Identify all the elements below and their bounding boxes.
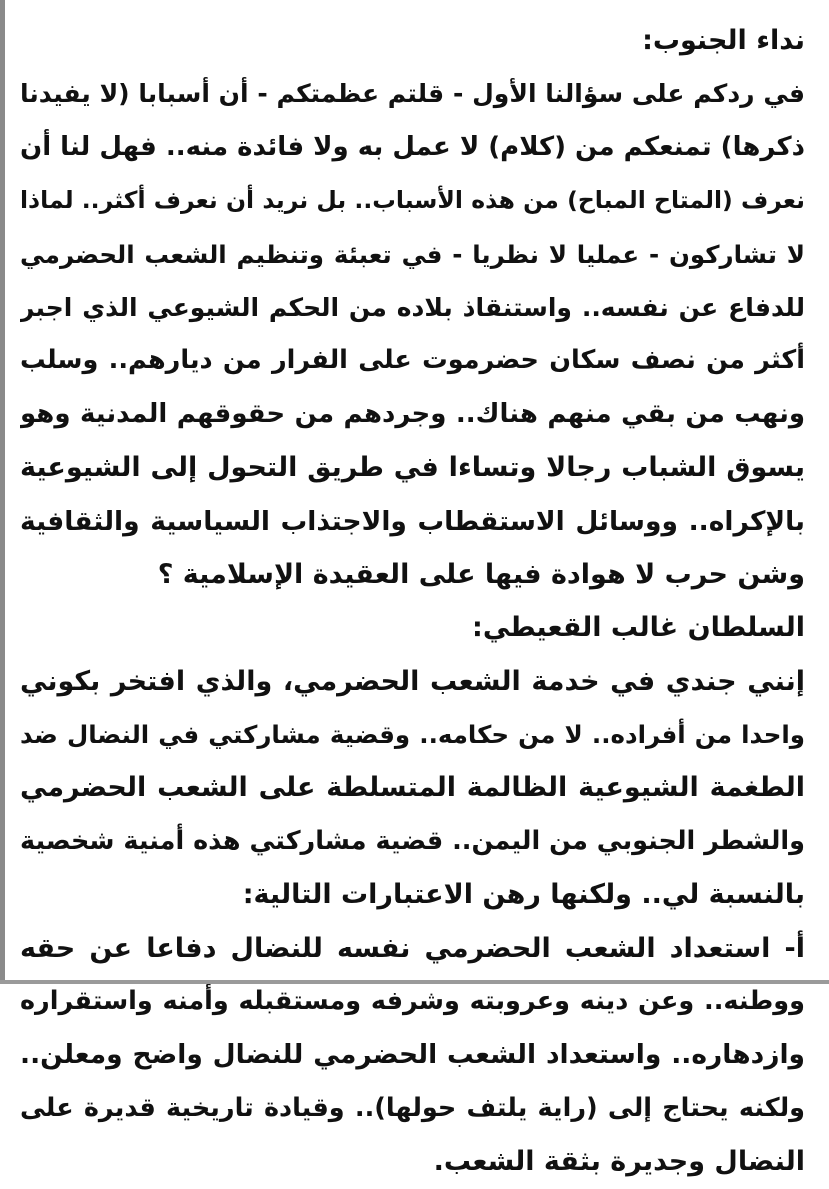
- text-line: في ردكم على سؤالنا الأول - قلتم عظمتكم - أن أسبابا (لا يفيدنا: [20, 79, 805, 109]
- text-line: ونهب من بقي منهم هناك.. وجردهم من حقوقهم المدنية وهو: [20, 398, 805, 429]
- text-line: السلطان غالب القعيطي:: [472, 612, 805, 644]
- page-left-edge: [0, 0, 5, 984]
- text-line: واحدا من أفراده.. لا من حكامه.. وقضية مشاركتي في النضال ضد: [20, 720, 805, 750]
- text-line: أ- استعداد الشعب الحضرمي نفسه للنضال دفاعا عن حقه: [20, 932, 805, 964]
- text-line: ووطنه.. وعن دينه وعروبته وشرفه ومستقبله وأمنه واستقراره: [20, 986, 805, 1017]
- text-line: يسوق الشباب رجالا وتساءا في طريق التحول إلى الشيوعية: [20, 452, 805, 484]
- text-line: ولكنه يحتاج إلى (راية يلتف حولها).. وقيادة تاريخية قديرة على: [20, 1092, 805, 1123]
- text-line: بالنسبة لي.. ولكنها رهن الاعتبارات التالية:: [242, 879, 805, 911]
- text-line: الطغمة الشيوعية الظالمة المتسلطة على الشعب الحضرمي: [20, 772, 805, 804]
- text-line: نداء الجنوب:: [642, 25, 805, 56]
- text-line: أكثر من نصف سكان حضرموت على الفرار من ديارهم.. وسلب: [20, 345, 805, 376]
- text-line: ذكرها) تمنعكم من (كلام) لا عمل به ولا فائدة منه.. فهل لنا أن: [20, 131, 805, 162]
- text-line: لا تشاركون - عمليا لا نظريا - في تعبئة وتنظيم الشعب الحضرمي: [20, 239, 805, 269]
- text-line: نعرف (المتاح المباح) من هذه الأسباب.. بل نريد أن نعرف أكثر.. لماذا: [20, 186, 805, 215]
- document-body: [20, 14, 805, 1189]
- text-line: والشطر الجنوبي من اليمن.. قضية مشاركتي هذه أمنية شخصية: [20, 825, 805, 856]
- text-line: النضال وجديرة بثقة الشعب.: [433, 1146, 805, 1178]
- text-line: وشن حرب لا هوادة فيها على العقيدة الإسلامية ؟: [157, 558, 805, 590]
- text-line: وازدهاره.. واستعداد الشعب الحضرمي للنضال واضح ومعلن..: [20, 1039, 805, 1071]
- text-line: بالإكراه.. ووسائل الاستقطاب والاجتذاب السياسية والثقافية: [20, 505, 805, 537]
- text-line: للدفاع عن نفسه.. واستنقاذ بلاده من الحكم الشيوعي الذي اجبر: [20, 292, 805, 322]
- text-line: إنني جندي في خدمة الشعب الحضرمي، والذي افتخر بكوني: [20, 665, 805, 697]
- page-bottom-edge: [0, 980, 829, 984]
